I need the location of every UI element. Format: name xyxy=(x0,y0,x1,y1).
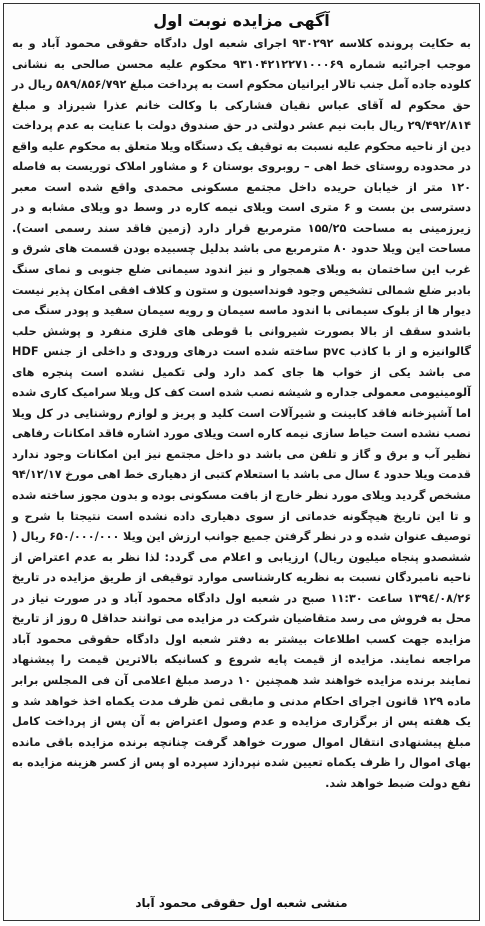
notice-paragraph: به حکایت پرونده کلاسه ۹۳۰۲۹۲ اجرای شعبه اول دادگاه حقوقی محمود آباد و به موجب اجرائیه شماره ۹۳۱۰۴۲۱۲۲۷۱۰۰۰۶۹ محکوم علیه محسن صالحی به نشانی کلوده جاده آمل جنب تالار ایرانیان محکوم است به پرداخت مبلغ ۵۸۹/۸۵۶/۷۹۲ ریال در حق محکوم له آقای عباس نقیان فشارکی با وکالت خانم عذرا شیرزاد و مبلغ ۲۹/۴۹۲/۸۱۴ ریال بابت نیم عشر دولتی در حق صندوق دولت با عنایت به عدم پرداخت دین از ناحیه محکوم علیه نسبت به توقیف یک دستگاه ویلا متعلق به محکوم علیه واقع در محدوده روستای خط اهی – روبروی بوستان ۶ و مشاور املاک توریست به فاصله ۱۲۰ متر از خیابان حریده داخل مجتمع مسکونی محمدی واقع شده است معبر دسترسی بن بست و ۶ متری است ویلای نیمه کاره در وسط دو ویلای مشابه و در زیرزمینی به مساحت ۱۵۵/۲۵ مترمربع قرار دارد (زمین فاقد سند رسمی است). مساحت این ویلا حدود ۸۰ مترمربع می باشد بدلیل چسبیده بودن قسمت های شرق و غرب این ساختمان به ویلای همجوار و نیز اندود سیمانی ضلع جنوبی و نمای سنگ بادبر ضلع شمالی تشخیص وجود فونداسیون و ستون و کلاف افقی امکان پذیر نیست دیوار ها از بلوک سیمانی با اندود ماسه سیمان و رویه سیمان سفید و پودر سنگ می باشدو سقف از بالا بصورت شیروانی با قوطی های فلزی منفرد و پوشش حلب گالوانیزه و از با کاذب pvc ساخته شده است درهای ورودی و داخلی از جنس HDF می باشد یکی از خواب ها جای کمد دارد ولی تکمیل نشده است پنجره های آلومینیومی معمولی جداره و شیشه نصب شده است کف کل ویلا سرامیک کاری شده اما آشپزخانه فاقد کابینت و شیرآلات است کلید و پریز و لوازم روشنایی در کل ویلا نصب نشده است حیاط سازی نیمه کاره است ویلای مورد اشاره فاقد امکانات رفاهی نظیر آب و برق و گاز و تلفن می باشد دو داخل مجتمع نیز این امکانات وجود ندارد قدمت ویلا حدود ٤ سال می باشد با استعلام کتبی از دهیاری خط اهی مورخ ۹۴/۱۲/۱۷ مشخص گردید ویلای مورد نظر خارج از بافت مسکونی بوده و بدون مجوز ساخته شده و تا این تاریخ هیچگونه خدماتی از سوی دهیاری داده نشده است نتیجتا با شرح و توصیف عنوان شده و در نظر گرفتن جمیع جوانب ارزش این ویلا ۶۵۰/۰۰۰/۰۰۰ ریال ( ششصدو پنجاه میلیون ریال) ارزیابی و اعلام می گردد: لذا نظر به عدم اعتراض از ناحیه نامبردگان نسبت به نظریه کارشناسی موارد توقیفی از طریق مزایده در تاریخ ۱۳۹٤/۰۸/۲۶ ساعت ۱۱:۳۰ صبح در شعبه اول دادگاه محمود آباد و در صورت نیاز در محل به فروش می رسد متقاضیان شرکت در مزایده می توانند حداقل ۵ روز از تاریخ مزایده جهت کسب اطلاعات بیشتر به دفتر شعبه اول دادگاه حقوقی محمود آباد مراجعه نمایند. مزایده از قیمت پایه شروع و کسانیکه بالاترین قیمت را پیشنهاد نمایند برنده مزایده خواهند شد همچنین ۱۰ درصد مبلغ اعلامی آن فی المجلس برابر ماده ۱۲۹ قانون اجرای احکام مدنی و مابقی ثمن ظرف مدت یکماه اخذ خواهد شد و یک هفته پس از برگزاری مزایده و عدم وصول اعتراض به آن پس از پرداخت کامل مبلغ پیشنهادی انتقال اموال صورت خواهد گرفت چنانچه برنده مزایده باقی مانده بهای اموال را ظرف یکماه تعیین شده نپردازد سپرده او پس از کسر هزینه مزایده به نفع دولت ضبط خواهد شد. xyxy=(12,37,472,790)
notice-body xyxy=(4,34,479,794)
notice-signature: منشی شعبه اول حقوقی محمود آباد xyxy=(135,896,348,910)
auction-notice xyxy=(3,3,480,921)
notice-title: آگهی مزایده نوبت اول xyxy=(153,11,330,30)
